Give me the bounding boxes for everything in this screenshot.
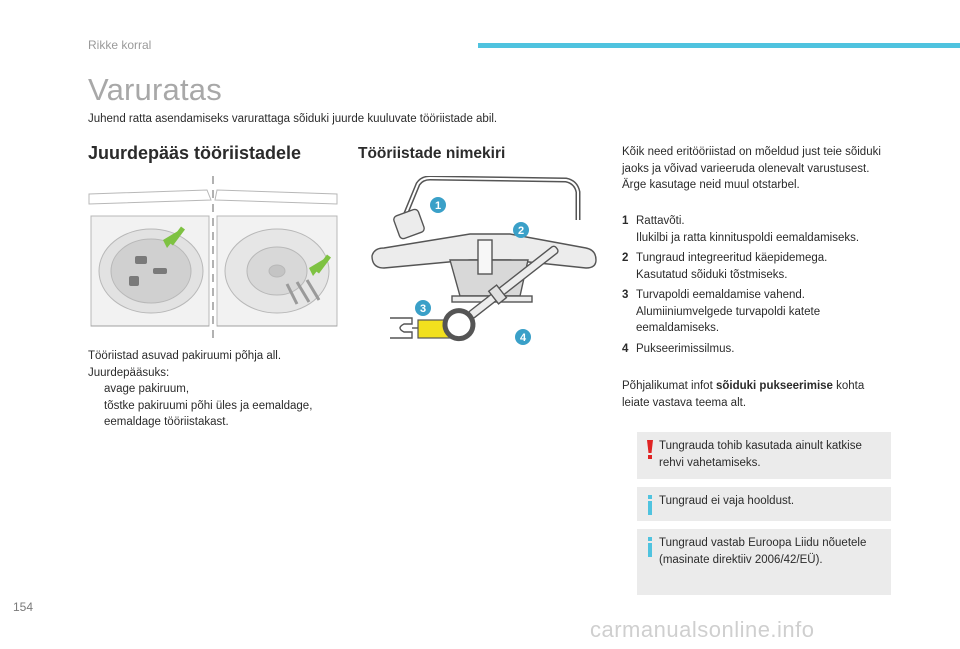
callout-1 (430, 197, 446, 213)
section-label: Rikke korral (88, 38, 152, 52)
tool-item: 4 Pukseerimissilmus. (622, 342, 735, 355)
svg-text:1: 1 (434, 200, 442, 212)
trunk-illustration (87, 176, 339, 341)
tool-item: 2 Tungraud integreeritud käepidemega. Kasutatud sõiduki tõstmiseks. (622, 252, 828, 281)
tools-illustration (360, 176, 600, 401)
callout-2 (513, 222, 529, 238)
info-icon (646, 495, 654, 515)
watermark: carmanualsonline.info (590, 617, 815, 642)
page-number: 154 (13, 600, 34, 614)
towing-reference: Põhjalikumat infot sõiduki pukseerimise kohta leiate vastava teema alt. (622, 380, 865, 409)
callout-4 (515, 329, 531, 345)
info-icon (646, 537, 654, 557)
page-title: Varuratas (88, 72, 222, 107)
warning-icon (646, 440, 654, 460)
bullet-icon (88, 381, 104, 398)
access-bullet: tõstke pakiruumi põhi üles ja eemaldage, (88, 398, 348, 415)
towing-link-text: sõiduki pukseerimise (715, 380, 833, 392)
bullet-icon (88, 398, 104, 415)
tools-heading: Tööriistade nimekiri (358, 145, 506, 162)
header-accent-bar (478, 43, 960, 48)
svg-text:4: 4 (519, 332, 527, 344)
svg-text:3: 3 (419, 303, 427, 315)
bullet-icon (88, 414, 104, 431)
page-intro: Juhend ratta asendamiseks varurattaga sõiduki juurde kuuluvate tööriistade abil. (88, 113, 498, 125)
access-text (88, 348, 348, 431)
warning-note: Tungrauda tohib kasutada ainult katkise rehvi vahetamiseks. (637, 432, 891, 479)
svg-text:2: 2 (517, 225, 525, 237)
access-line-2: Juurdepääsuks: (88, 366, 170, 379)
tool-item: 1 Rattavõti. Ilukilbi ja ratta kinnituspoldi eemaldamiseks. (622, 215, 860, 244)
access-line-1: Tööriistad asuvad pakiruumi põhja all. (88, 350, 282, 362)
tool-list (622, 213, 892, 361)
tools-intro: Kõik need eritööriistad on mõeldud just teie sõiduki jaoks ja võivad varieeruda olenevalt varustusest. Ärge kasutage neid muul otstarbel. (622, 146, 881, 191)
info-note: Tungraud ei vaja hooldust. (637, 487, 891, 521)
access-bullet: eemaldage tööriistakast. (88, 414, 348, 431)
access-heading: Juurdepääs tööriistadele (88, 143, 302, 163)
tool-item: 3 Turvapoldi eemaldamise vahend. Alumiiniumvelgede turvapoldi katete eemaldamiseks. (622, 289, 821, 334)
callout-3 (415, 300, 431, 316)
info-note: Tungraud vastab Euroopa Liidu nõuetele (masinate direktiiv 2006/42/EÜ). (637, 529, 891, 595)
access-bullet: avage pakiruum, (88, 381, 348, 398)
